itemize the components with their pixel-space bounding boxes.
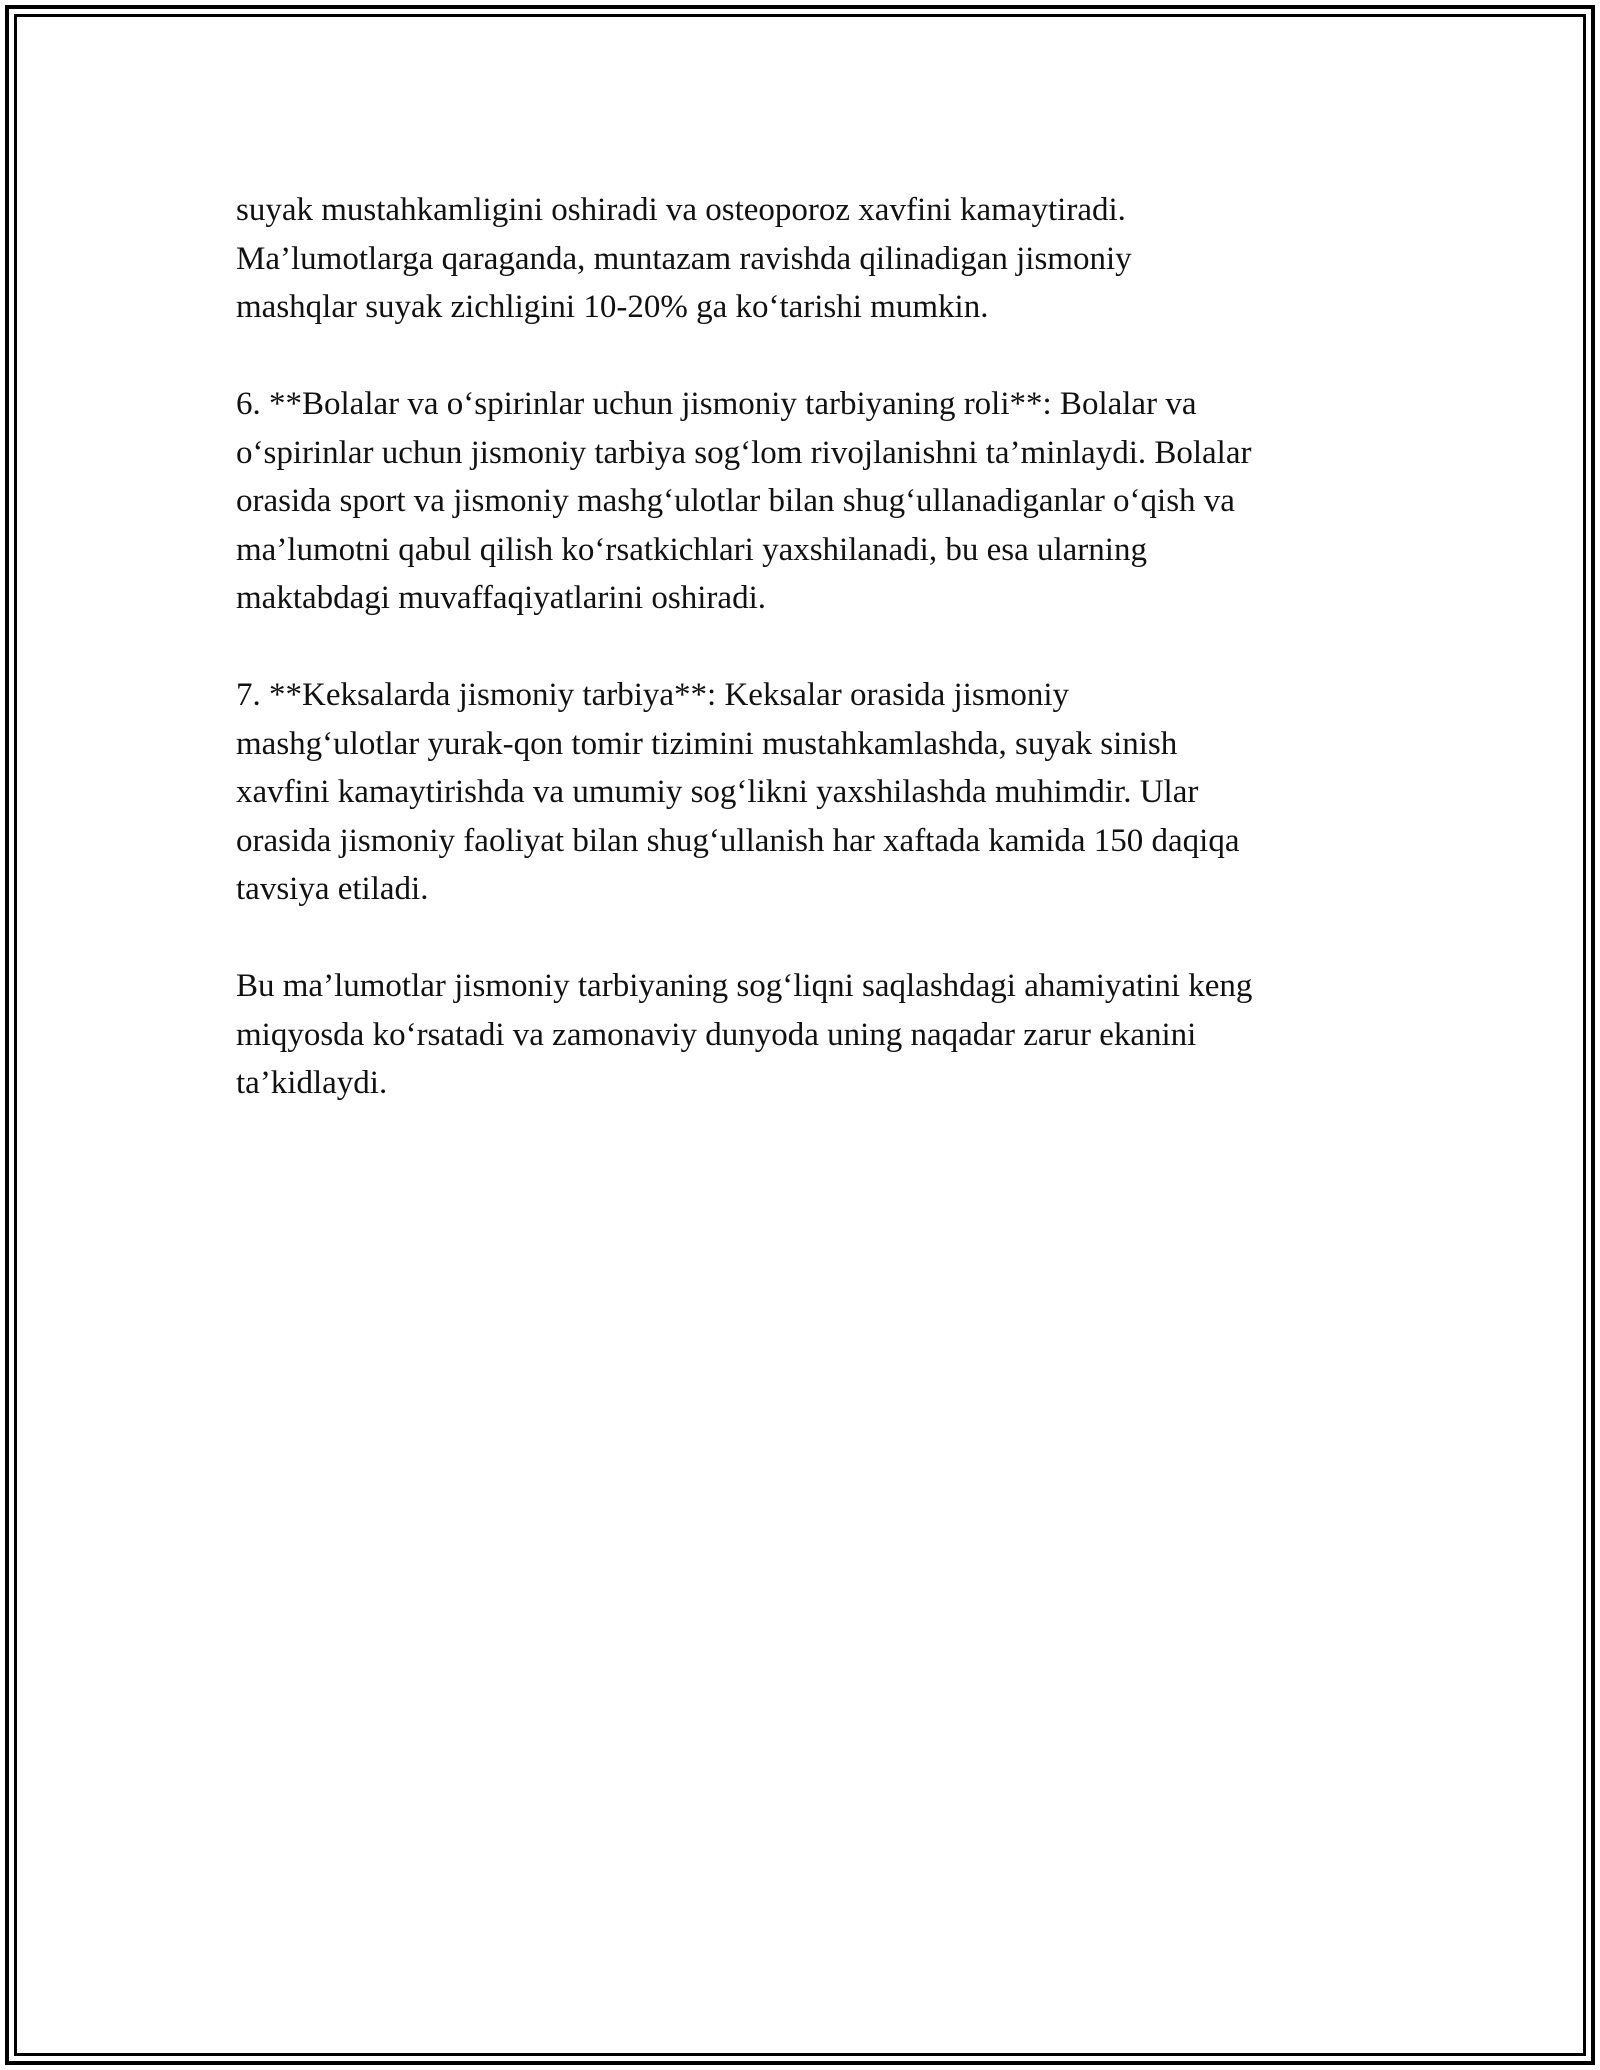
paragraph-spacer: [236, 914, 1376, 963]
text-line: suyak mustahkamligini oshiradi va osteoporoz xavfini kamaytiradi.: [236, 192, 1126, 228]
text-line: orasida jismoniy faoliyat bilan shug‘ullanish har xaftada kamida 150 daqiqa: [236, 822, 1240, 859]
document-body: [236, 186, 1376, 1108]
paragraph-spacer: [236, 332, 1376, 381]
paragraph-spacer: [236, 623, 1376, 672]
text-line: ma’lumotni qabul qilish ko‘rsatkichlari yaxshilanadi, bu esa ularning: [236, 531, 1147, 568]
text-line: o‘spirinlar uchun jismoniy tarbiya sog‘lom rivojlanishni ta’minlaydi. Bolalar: [236, 434, 1252, 471]
text-line: maktabdagi muvaffaqiyatlarini oshiradi.: [236, 580, 766, 616]
conclusion-paragraph: [236, 962, 1376, 1108]
text-line: Bu ma’lumotlar jismoniy tarbiyaning sog‘liqni saqlashdagi ahamiyatini keng: [236, 968, 1253, 1004]
text-line: mashg‘ulotlar yurak-qon tomir tizimini mustahkamlashda, suyak sinish: [236, 725, 1178, 762]
text-line: xavfini kamaytirishda va umumiy sog‘likni yaxshilashda muhimdir. Ular: [236, 774, 1199, 810]
text-line: Ma’lumotlarga qaraganda, muntazam ravishda qilinadigan jismoniy: [236, 240, 1132, 277]
text-line: 7. **Keksalarda jismoniy tarbiya**: Keksalar orasida jismoniy: [236, 677, 1070, 713]
text-line: mashqlar suyak zichligini 10-20% ga ko‘tarishi mumkin.: [236, 289, 989, 325]
section-7-paragraph: [236, 671, 1376, 914]
section-6-paragraph: [236, 380, 1376, 623]
text-line: orasida sport va jismoniy mashg‘ulotlar bilan shug‘ullanadiganlar o‘qish va: [236, 483, 1235, 519]
intro-paragraph: [236, 186, 1376, 332]
text-line: miqyosda ko‘rsatadi va zamonaviy dunyoda uning naqadar zarur ekanini: [236, 1016, 1197, 1053]
text-line: tavsiya etiladi.: [236, 871, 429, 907]
text-line: 6. **Bolalar va o‘spirinlar uchun jismoniy tarbiyaning roli**: Bolalar va: [236, 386, 1197, 422]
text-line: ta’kidlaydi.: [236, 1065, 388, 1101]
